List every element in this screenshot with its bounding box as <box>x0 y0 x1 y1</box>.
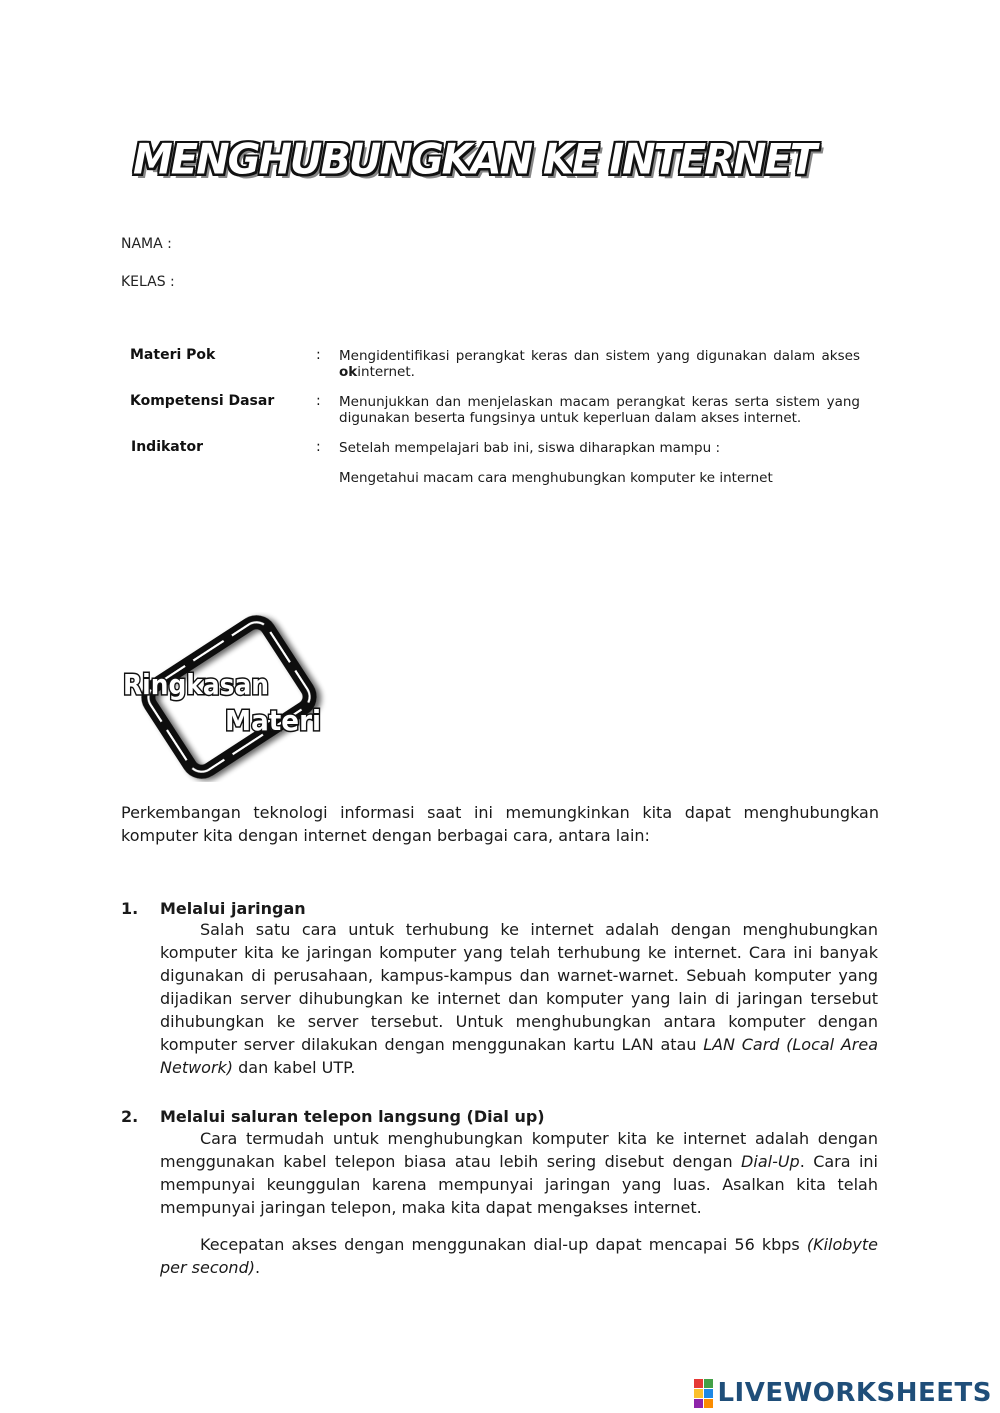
logo-block <box>694 1399 703 1408</box>
logo-text: LIVEWORKSHEETS <box>717 1378 992 1408</box>
ringkasan-line-1: Ringkasan <box>123 668 269 701</box>
materi-pok-colon: : <box>316 347 321 363</box>
section-1-title: Melalui jaringan <box>160 899 306 918</box>
kompetensi-dasar-label: Kompetensi Dasar <box>130 393 275 409</box>
section-2-title: Melalui saluran telepon langsung (Dial up) <box>160 1107 545 1126</box>
liveworksheets-logo[interactable] <box>694 1378 992 1408</box>
intro-paragraph: Perkembangan teknologi informasi saat ini memungkinkan kita dapat menghubungkan komputer kita dengan internet dengan berbagai cara, antara lain: <box>121 803 879 845</box>
section-1-body: Salah satu cara untuk terhubung ke internet adalah dengan menghubungkan komputer kita ke jaringan komputer yang telah terhubung ke internet. Cara ini banyak digunakan di perusahaan, kampus-kampus dan warnet-warnet. Sebuah komputer yang dijadikan server dihubungkan ke internet dan komputer yang lain di jaringan tersebut dihubungkan ke server tersebut. Untuk menghubungkan antara komputer dengan komputer server dilakukan dengan menggunakan kartu LAN atau LAN Card (Local Area Network) dan kabel UTP. <box>160 920 879 1077</box>
indikator-text: Setelah mempelajari bab ini, siswa diharapkan mampu : <box>339 440 721 456</box>
section-2-body: Cara termudah untuk menghubungkan komputer kita ke internet adalah dengan menggunakan kabel telepon biasa atau lebih sering disebut dengan Dial-Up. Cara ini mempunyai keunggulan karena mempunyai jaringan yang luas. Asalkan kita telah mempunyai jaringan telepon, maka kita dapat mengakses internet. <box>160 1129 879 1217</box>
ringkasan-line-2: Materi <box>225 704 321 737</box>
section-1-number: 1. <box>121 899 139 918</box>
logo-block <box>704 1399 713 1408</box>
indikator-colon: : <box>316 439 321 455</box>
ringkasan-materi-graphic <box>117 612 341 782</box>
kelas-label: KELAS : <box>121 274 175 290</box>
kompetensi-dasar-text: Menunjukkan dan menjelaskan macam perangkat keras serta sistem yang digunakan beserta fungsinya untuk keperluan dalam akses internet. <box>339 394 860 426</box>
logo-block <box>694 1389 703 1398</box>
section-2-body-2: Kecepatan akses dengan menggunakan dial-up dapat mencapai 56 kbps (Kilobyte per second). <box>160 1235 878 1277</box>
section-2-number: 2. <box>121 1107 139 1126</box>
indikator-label: Indikator <box>131 439 203 455</box>
materi-pok-label: Materi Pok <box>130 347 216 363</box>
page-title: MENGHUBUNGKAN KE INTERNET <box>133 135 816 185</box>
nama-label: NAMA : <box>121 236 172 252</box>
logo-block <box>704 1389 713 1398</box>
logo-block <box>704 1379 713 1388</box>
kompetensi-dasar-colon: : <box>316 393 321 409</box>
indikator-text-2: Mengetahui macam cara menghubungkan komputer ke internet <box>339 470 773 486</box>
logo-blocks-icon <box>694 1379 713 1408</box>
materi-pok-text: Mengidentifikasi perangkat keras dan sistem yang digunakan dalam akses okinternet. <box>339 348 860 380</box>
logo-block <box>694 1379 703 1388</box>
